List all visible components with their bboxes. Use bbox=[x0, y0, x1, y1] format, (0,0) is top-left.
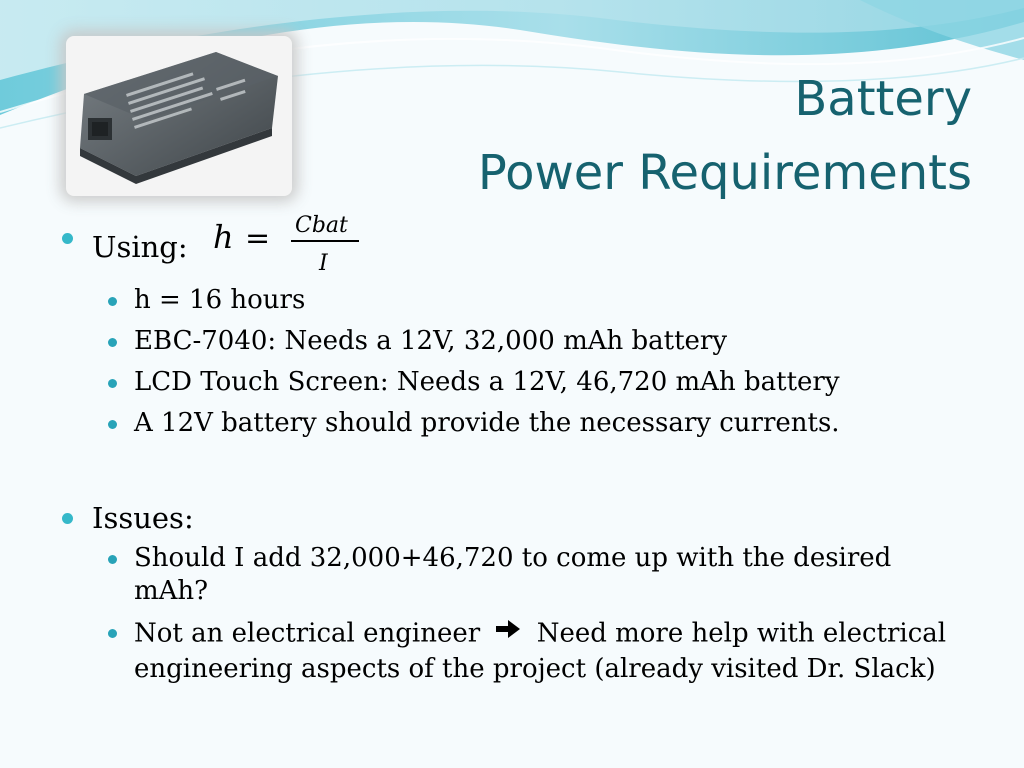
sub-bullet-dot bbox=[108, 379, 117, 388]
sub-bullet-dot bbox=[108, 555, 117, 564]
sub-bullet-12v bbox=[62, 407, 962, 440]
bullet-issues bbox=[62, 496, 962, 540]
title-line-1: Battery bbox=[794, 71, 972, 127]
battery-photo bbox=[66, 36, 292, 196]
sub-bullet-text: h = 16 hours bbox=[134, 285, 306, 315]
formula-lhs: h bbox=[212, 218, 234, 256]
sub-bullet-text: LCD Touch Screen: Needs a 12V, 46,720 mAh battery bbox=[134, 367, 840, 397]
sub-bullet-text-after: Need more help with electrical engineering aspects of the project (already visited Dr. Slack) bbox=[134, 618, 947, 684]
bullet-dot bbox=[62, 233, 73, 244]
bullet-using bbox=[62, 213, 962, 282]
bullet-issues-text: Issues: bbox=[92, 501, 194, 535]
sub-bullet-dot bbox=[108, 420, 117, 429]
sub-bullet-dot bbox=[108, 338, 117, 347]
sub-bullet-lcd bbox=[62, 366, 962, 399]
bullet-using-text: Using: bbox=[92, 230, 188, 264]
sub-bullet-engineer bbox=[62, 616, 962, 686]
right-arrow-icon bbox=[494, 616, 522, 649]
sub-bullet-text-before: Not an electrical engineer bbox=[134, 618, 481, 649]
formula bbox=[211, 210, 371, 276]
sub-bullet-hours bbox=[62, 284, 962, 317]
bullet-list bbox=[62, 213, 962, 694]
formula-numerator: Cbat bbox=[294, 213, 348, 238]
slide-title bbox=[478, 62, 972, 210]
formula-fraction-bar bbox=[291, 240, 359, 242]
formula-equals: = bbox=[244, 221, 270, 256]
sub-bullet-text: Should I add 32,000+46,720 to come up with the desired mAh? bbox=[134, 543, 892, 606]
sub-bullet-dot bbox=[108, 297, 117, 306]
sub-bullet-text: A 12V battery should provide the necessary currents. bbox=[134, 408, 840, 438]
title-line-2: Power Requirements bbox=[477, 145, 972, 201]
bullet-dot bbox=[62, 513, 73, 524]
sub-bullet-dot bbox=[108, 629, 117, 638]
formula-denominator: I bbox=[318, 251, 328, 276]
sub-bullet-add bbox=[62, 542, 962, 608]
sub-bullet-text: EBC-7040: Needs a 12V, 32,000 mAh battery bbox=[134, 326, 728, 356]
sub-bullet-ebc bbox=[62, 325, 962, 358]
